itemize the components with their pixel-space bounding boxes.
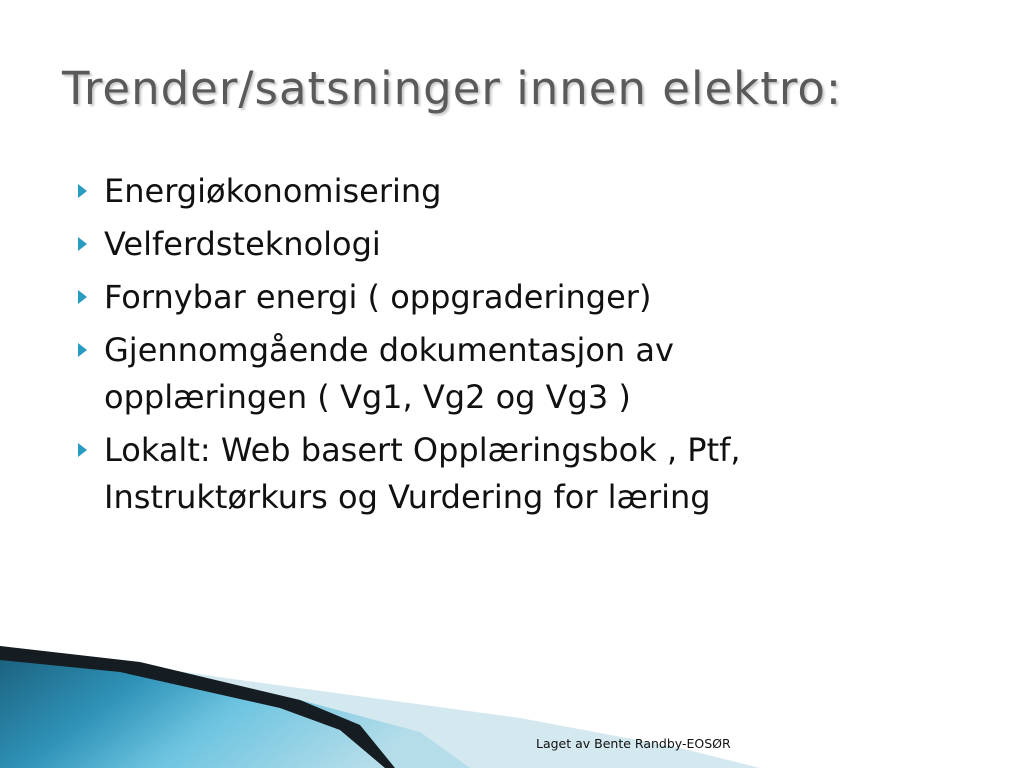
bullet-text: Lokalt: Web basert Opplæringsbok , Ptf,: [104, 431, 741, 469]
bullet-text-continuation: Instruktørkurs og Vurdering for læring: [104, 478, 711, 516]
bullet-text: Gjennomgående dokumentasjon av: [104, 331, 674, 369]
bullet-text-continuation: opplæringen ( Vg1, Vg2 og Vg3 ): [104, 378, 631, 416]
bullet-text: Fornybar energi ( oppgraderinger): [104, 278, 652, 316]
slide-title: Trender/satsninger innen elektro:: [62, 62, 843, 115]
footer-credit: Laget av Bente Randby-EOSØR: [536, 736, 731, 751]
bullet-text: Velferdsteknologi: [104, 225, 381, 263]
bullet-text: Energiøkonomisering: [104, 172, 442, 210]
